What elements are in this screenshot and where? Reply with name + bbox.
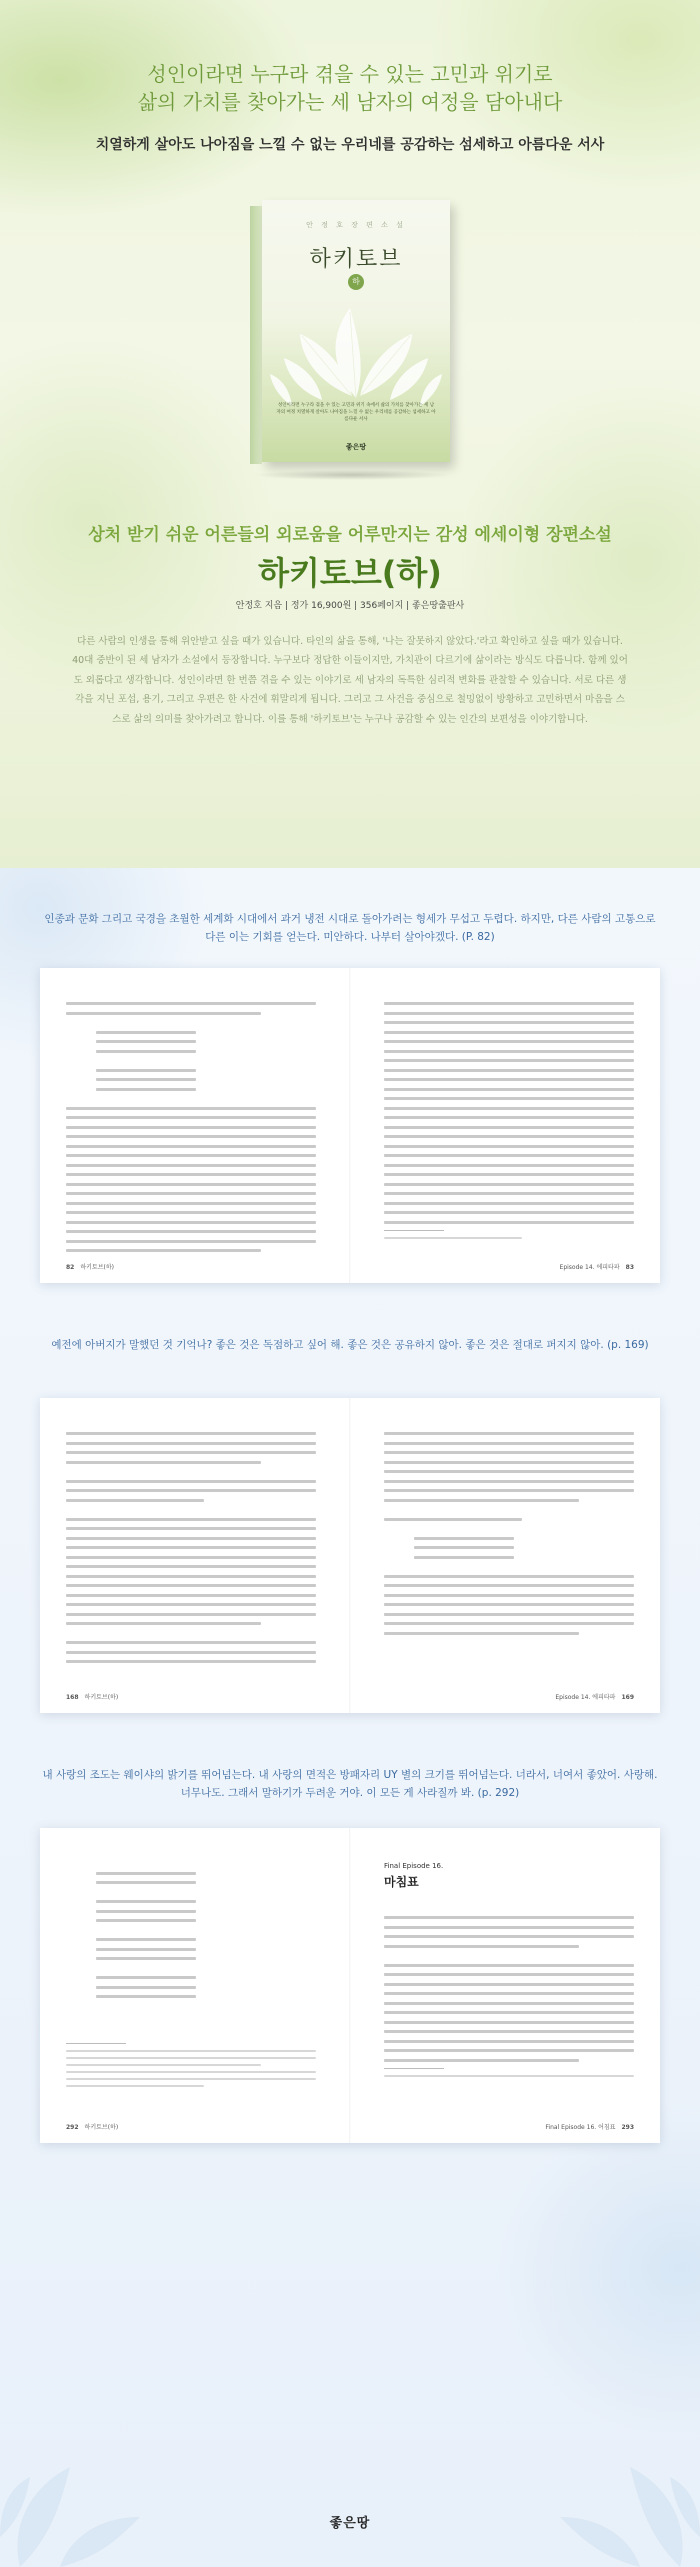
cover-blurb: 성인이라면 누구라 겪을 수 있는 고민과 위기 속에서 삶의 가치를 찾아가는 세 남자의 여정 치열하게 살아도 나아짐을 느낄 수 없는 우리네를 공감하는 섬세하고 아름다운 서사 bbox=[276, 403, 436, 423]
hero-section bbox=[0, 0, 700, 868]
page-number: 168 bbox=[66, 1694, 79, 1701]
page-number: 292 bbox=[66, 2124, 79, 2131]
cover-volume-badge: 하 bbox=[348, 274, 364, 290]
page-number: 82 bbox=[66, 1264, 75, 1271]
cover-author: 안 정 호 장 편 소 설 bbox=[306, 221, 406, 229]
excerpt-quote-3: 내 사랑의 조도는 웨이샤의 밝기를 뛰어넘는다. 내 사랑의 면적은 방패자리 UY 별의 크기를 뛰어넘는다. 너라서, 너여서 좋았어. 사랑해. 너무나도. 그래서 말하기가 두려운 거야. 이 모든 게 사라질까 봐. (p. 292) bbox=[42, 1769, 658, 1800]
spread-1-right-page-text bbox=[384, 1002, 634, 1252]
page-number: 169 bbox=[621, 1694, 634, 1701]
spread-3-left-page-text bbox=[66, 1862, 316, 2112]
book-cover bbox=[262, 200, 450, 462]
book-cover-image bbox=[250, 200, 450, 470]
running-header: Episode 14. 에피타파 bbox=[555, 1694, 616, 1701]
folio-left bbox=[66, 1692, 118, 1701]
page-spread-2 bbox=[40, 1398, 660, 1713]
book-spine bbox=[250, 206, 262, 464]
spread-fold bbox=[349, 1828, 351, 2143]
spread-1-left-page-text bbox=[66, 1002, 316, 1252]
excerpt-section bbox=[0, 868, 700, 2567]
spread-2-left-page-text bbox=[66, 1432, 316, 1682]
spread-3-right-page-text bbox=[384, 1862, 634, 2112]
chapter-title: 마침표 bbox=[384, 1875, 419, 1889]
page-number: 83 bbox=[625, 1264, 634, 1271]
book-title: 하키토브(하) bbox=[258, 554, 442, 592]
excerpt-quote-2: 예전에 아버지가 말했던 것 기억나? 좋은 것은 독점하고 싶어 해. 좋은 것은 공유하지 않아. 좋은 것은 절대로 퍼지지 않아. (p. 169) bbox=[51, 1339, 649, 1351]
running-header: Final Episode 16. 어침표 bbox=[545, 2124, 616, 2131]
excerpt-quote-1: 인종과 문화 그리고 국경을 초월한 세계화 시대에서 과거 냉전 시대로 돌아가려는 형세가 무섭고 두렵다. 하지만, 다른 사람의 고통으로 다른 이는 기회를 얻는다. 미안하다. 나부터 살아야겠다. (P. 82) bbox=[44, 913, 656, 944]
folio-left bbox=[66, 2122, 118, 2131]
spread-2-right-page-text bbox=[384, 1432, 634, 1682]
publisher-logo: 좋은땅 bbox=[329, 2516, 371, 2531]
folio-right bbox=[545, 2122, 634, 2131]
hero-subtitle-line2: 삶의 가치를 찾아가는 세 남자의 여정을 담아내다 bbox=[137, 90, 563, 114]
hero-tagline: 치열하게 살아도 나아짐을 느낄 수 없는 우리네를 공감하는 섬세하고 아름다운 서사 bbox=[95, 137, 605, 153]
leaf-decoration-left-icon bbox=[0, 2417, 200, 2567]
spread-fold bbox=[349, 968, 351, 1283]
book-shadow bbox=[252, 470, 452, 480]
leaf-illustration-icon bbox=[262, 288, 450, 408]
running-header: Episode 14. 에피타파 bbox=[559, 1264, 620, 1271]
running-header: 하키토브(하) bbox=[84, 2124, 119, 2131]
chapter-label: Final Episode 16. bbox=[384, 1862, 444, 1870]
book-genre: 상처 받기 쉬운 어른들의 외로움을 어루만지는 감성 에세이형 장편소설 bbox=[88, 525, 612, 545]
folio-right bbox=[560, 1262, 634, 1271]
folio-left bbox=[66, 1262, 114, 1271]
cover-title: 하키토브 bbox=[309, 247, 403, 272]
page-spread-1 bbox=[40, 968, 660, 1283]
running-header: 하키토브(하) bbox=[84, 1694, 119, 1701]
leaf-decoration-right-icon bbox=[500, 2417, 700, 2567]
folio-right bbox=[555, 1692, 634, 1701]
book-description: 다른 사람의 인생을 통해 위안받고 싶을 때가 있습니다. 타인의 삶을 통해, '나는 잘못하지 않았다.'라고 확인하고 싶을 때가 있습니다. 40대 중반이 된 세 남자가 소설에서 등장합니다. 누구보다 정답한 이들이지만, 가치관이 다르기에 삶이라는 방식도 다릅니다. 함께 있어도 외롭다고 생각합니다. 성인이라면 한 번쯤 겪을 수 있는 이야기로 세 남자의 독특한 심리적 변화를 관찰할 수 있습니다. 서로 다른 생각을 지닌 포섭, 용기, 그리고 우편은 한 사건에 휘말리게 됩니다. 그리고 그 사건을 중심으로 철밍없이 방황하고 고민하면서 마음을 스스로 삶의 의미를 찾아가려고 합니다. 이를 통해 '하키토브'는 누구나 공감할 수 있는 인간의 보편성을 이야기합니다. bbox=[72, 636, 628, 725]
book-meta: 안정호 지음 | 정가 16,900원 | 356페이지 | 좋은땅출판사 bbox=[235, 601, 465, 611]
spread-fold bbox=[349, 1398, 351, 1713]
page-number: 293 bbox=[621, 2124, 634, 2131]
running-header: 하키토브(하) bbox=[80, 1264, 115, 1271]
page-spread-3 bbox=[40, 1828, 660, 2143]
cover-publisher: 좋은땅 bbox=[345, 443, 367, 451]
hero-subtitle-line1: 성인이라면 누구라 겪을 수 있는 고민과 위기로 bbox=[147, 62, 553, 86]
